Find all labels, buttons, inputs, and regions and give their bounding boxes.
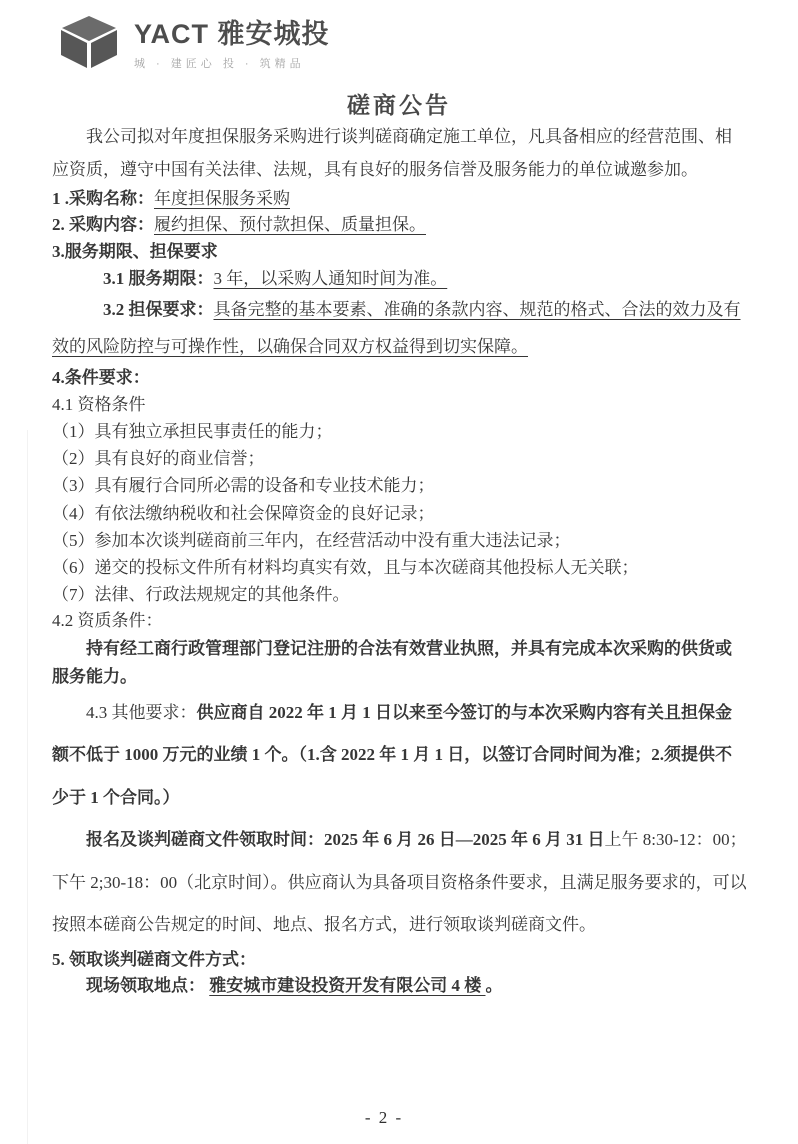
text-segment: （4）有依法缴纳税收和社会保障资金的良好记录； — [52, 503, 435, 523]
document-title: 磋商公告 — [347, 92, 451, 118]
item-3-2-guarantee-requirements — [52, 292, 748, 365]
clause-4 — [52, 500, 748, 527]
pickup-location-paragraph — [52, 973, 748, 999]
text-segment: 2. 采购内容： — [52, 215, 154, 235]
text-segment: 具备完整的基本要素、准确的条款内容、规范的格式、合法的效力及有效的风险防控与可操作性，以确保合同双方权益得到切实保障。 — [52, 300, 741, 356]
text-segment: 现场领取地点： — [86, 976, 210, 996]
clause-2 — [52, 445, 748, 472]
text-segment: 3.服务期限、担保要求 — [52, 241, 218, 261]
text-segment: 4.1 资格条件 — [52, 394, 146, 414]
item-4-1-heading — [52, 392, 748, 418]
item-4-3-other-requirements — [52, 692, 748, 820]
text-segment: 雅安城市建设投资开发有限公司 4 楼 — [209, 976, 486, 996]
text-segment: 我公司拟对年度担保服务采购进行谈判磋商确定施工单位，凡具备相应的经营范围、相应资质，遵守中国有关法律、法规，具有良好的服务信誉及服务能力的单位诚邀参加。 — [52, 126, 732, 179]
item-4-heading — [52, 365, 748, 391]
text-segment: （7）法律、行政法规规定的其他条件。 — [52, 585, 350, 605]
brand-name: YACT 雅安城投 — [134, 19, 330, 49]
intro-paragraph — [52, 120, 748, 186]
item-3-1-service-term — [52, 265, 748, 292]
clause-1 — [52, 418, 748, 445]
brand-tagline: 城 · 建匠心 投 · 筑精品 — [134, 57, 305, 70]
text-segment: 持有经工商行政管理部门登记注册的合法有效营业执照，并具有完成本次采购的供货或服务能力。 — [52, 638, 732, 687]
text-segment: 4.条件要求： — [52, 368, 150, 388]
text-segment: 报名及谈判磋商文件领取时间：2025 年 6 月 26 日—2025 年 6 月 31 日 — [86, 830, 605, 850]
qualification-paragraph — [52, 635, 748, 692]
logo-text-block — [134, 14, 330, 71]
text-segment: 5. 领取谈判磋商文件方式： — [52, 949, 256, 969]
text-segment: 年度担保服务采购 — [154, 188, 290, 208]
text-segment: 履约担保、预付款担保、质量担保。 — [154, 215, 426, 235]
text-segment: 3 年，以采购人通知时间为准。 — [213, 269, 448, 288]
text-segment: （5）参加本次谈判磋商前三年内，在经营活动中没有重大违法记录； — [52, 530, 571, 550]
item-4-2-heading — [52, 608, 748, 634]
text-segment: 3.1 服务期限： — [103, 269, 214, 288]
text-segment: （2）具有良好的商业信誉； — [52, 449, 265, 469]
clause-3 — [52, 472, 748, 499]
text-segment: （1）具有独立承担民事责任的能力； — [52, 421, 333, 441]
cube-logo-icon — [58, 14, 120, 70]
item-2-procurement-content — [52, 212, 748, 238]
clause-5 — [52, 527, 748, 554]
text-segment: 4.2 资质条件： — [52, 611, 163, 631]
text-segment: 3.2 担保要求： — [103, 300, 214, 320]
document-body — [0, 120, 798, 1000]
company-header — [0, 0, 798, 71]
clause-7 — [52, 581, 748, 608]
page-number: - 2 - — [364, 1108, 404, 1127]
item-3-heading — [52, 239, 748, 265]
text-segment: （3）具有履行合同所必需的设备和专业技术能力； — [52, 476, 435, 496]
scan-artifact-line — [27, 430, 28, 1144]
text-segment: 4.3 其他要求： — [86, 702, 197, 722]
registration-time-paragraph — [52, 819, 748, 947]
item-5-heading — [52, 947, 748, 973]
text-segment: （6）递交的投标文件所有材料均真实有效，且与本次磋商其他投标人无关联； — [52, 557, 639, 577]
text-segment: 上午 8:30-12：00；下午 2;30-18：00（北京时间）。供应商认为具备项目资格条件要求，且满足服务要求的，可以按照本磋商公告规定的时间、地点、报名方式，进行领取谈判磋商文件。 — [52, 830, 747, 935]
text-segment: 。 — [485, 976, 503, 996]
text-segment: 供应商自 2022 年 1 月 1 日以来至今签订的与本次采购内容有关且担保金额不低于 1000 万元的业绩 1 个。（1.含 2022 年 1 月 1 日，以签订合同时间为准；2.须提供不少于 1 个合同。） — [52, 702, 732, 807]
text-segment: 1 .采购名称： — [52, 188, 154, 208]
clause-6 — [52, 554, 748, 581]
item-1-procurement-name — [52, 186, 748, 212]
